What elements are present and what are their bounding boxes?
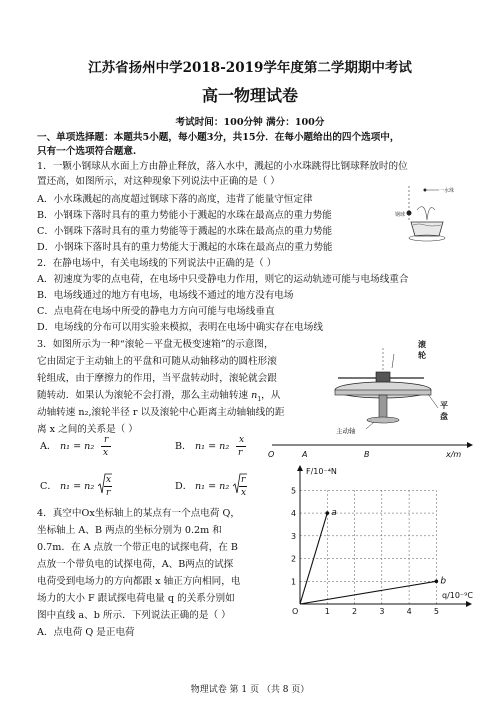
- q3-axle-base: [367, 417, 399, 423]
- q1-stem-line1: 1．一颗小钢球从水面上方由静止释放，落入水中，溅起的小水珠跳得比钢球释放时的位: [37, 161, 408, 172]
- q3-n1-sub: 1: [257, 395, 262, 403]
- q2-stem: 2．在静电场中，有关电场线的下列说法中正确的是（ ）: [37, 258, 277, 269]
- q4-line6: 场力的大小 F 跟试探电荷电量 q 的关系分别如: [37, 593, 235, 604]
- section1-heading-line1: 一、单项选择题：本题共5小题，每小题3分，共15分．在每小题给出的四个选项中，: [37, 132, 400, 143]
- q3-line4-text: 随转动．如果认为滚轮不会打滑，那么主动轴转速: [37, 390, 252, 401]
- y-tick-label-4: 4: [291, 509, 297, 519]
- q1-option-b: B．小钢珠下落时具有的重力势能小于溅起的水珠在最高点的重力势能: [37, 210, 332, 221]
- series-label-a: a: [331, 508, 337, 519]
- x-axis-arrow: [466, 601, 472, 607]
- q3-roller: [376, 372, 390, 383]
- q4-line1: 4．真空中Ox坐标轴上的某点有一个点电荷 Q，: [37, 508, 240, 519]
- q3-option-a-den: x: [103, 448, 109, 458]
- x-tick-label-5: 5: [433, 607, 439, 616]
- q1-option-a: A．小水珠溅起的高度超过钢球下落的高度，违背了能量守恒定律: [37, 194, 313, 205]
- q3-line4-tail: ，从: [261, 390, 281, 401]
- chart-tick-labels: [291, 486, 439, 616]
- q1-stem-line2: 置还高，如图所示，对这种现象下列说法中正确的是（ ）: [37, 176, 280, 187]
- q1-steel-ball: [407, 211, 412, 216]
- q3-line3: 轮组成，由于摩擦力的作用，当平盘转动时，滚轮就会跟: [37, 373, 277, 384]
- q3-option-c-lhs: n₁ = n₂: [60, 481, 95, 492]
- x-tick-label-2: 2: [352, 607, 358, 616]
- q3-disk-label-2: 盘: [440, 412, 448, 421]
- chart-grid: [300, 490, 436, 604]
- series-label-b: b: [440, 576, 447, 587]
- q3-option-d-letter: D．: [175, 481, 193, 492]
- chart-y-axis-label: F/10⁻⁴N: [306, 467, 337, 476]
- q3-option-b-letter: B．: [175, 441, 192, 452]
- series-line-b: [300, 581, 436, 604]
- y-axis-arrow: [297, 465, 303, 471]
- exam-info: 考试时间：100分钟 满分：100分: [175, 117, 325, 128]
- q3-option-b-lhs: n₁ = n₂: [195, 441, 230, 452]
- x-tick-label-1: 1: [324, 607, 330, 616]
- chart-x-axis-label: q/10⁻⁹C: [442, 591, 473, 600]
- q3-axis-leader: [366, 422, 374, 429]
- q3-roller-leader: [392, 354, 394, 368]
- q4-force-charge-chart: [270, 462, 492, 622]
- q3-option-c-den: r: [106, 488, 111, 498]
- x-tick-label-4: 4: [406, 607, 412, 616]
- q3-line5: 动轴转速 n₂,滚轮半径 r 以及滚轮中心距离主动轴轴线的距: [37, 407, 285, 418]
- q3-option-a: [40, 435, 109, 465]
- q3-option-b: [175, 435, 245, 465]
- q4-option-a: A．点电荷 Q 是正电荷: [37, 627, 135, 638]
- q3-option-a-num: r: [104, 435, 109, 445]
- q3-option-d-num: r: [241, 475, 246, 485]
- q3-axis-label: 主动轴: [336, 427, 356, 434]
- q3-disk-leader: [428, 394, 438, 408]
- q4-line4: 点放一个带负电的试探电荷，A、B两点的试探: [37, 559, 234, 570]
- q2-option-d: D．电场线的分布可以用实验来模拟，表明在电场中确实存在电场线: [37, 322, 323, 333]
- q1-option-c: C．小钢珠下落时具有的重力势能等于溅起的水珠在最高点的重力势能: [37, 226, 333, 237]
- q3-line4: [37, 390, 280, 406]
- q4-line3: 0.7m．在 A 点放一个带正电的试探电荷，在 B: [37, 542, 238, 553]
- q3-option-b-num: x: [239, 435, 245, 445]
- q3-drive-axle: [379, 395, 387, 419]
- q4-axis-B: B: [364, 450, 370, 459]
- subject-title: 高一物理试卷: [201, 86, 298, 105]
- page-footer: 物理试卷 第 1 页 （共 8 页）: [190, 685, 310, 695]
- q4-line5: 电荷受到电场力的方向都跟 x 轴正方向相同，电: [37, 576, 241, 587]
- q1-option-d: D．小钢珠下落时具有的重力势能大于溅起的水珠在最高点的重力势能: [37, 242, 333, 253]
- q1-droplet-label: 一水珠: [439, 188, 455, 194]
- q4-axis-O: O: [268, 450, 275, 459]
- q3-option-c-letter: C．: [40, 481, 57, 492]
- q3-disk-label-1: 平: [440, 401, 448, 410]
- q3-n1-var: n: [251, 390, 258, 401]
- q4-axis-A: A: [302, 450, 308, 459]
- q2-option-b: B．电场线通过的地方有电场，电场线不通过的地方没有电场: [37, 290, 294, 301]
- chart-series: [300, 508, 446, 604]
- exam-title: 江苏省扬州中学2018-2019学年度第二学期期中考试: [88, 60, 412, 76]
- q3-option-c: [40, 475, 112, 505]
- series-point-b: [435, 579, 439, 583]
- q3-line6: 离 x 之间的关系是（ ）: [37, 424, 138, 435]
- q3-gearbox-figure: [328, 334, 468, 434]
- x-tick-label-3: 3: [379, 607, 385, 616]
- q1-splash-figure: [395, 180, 495, 250]
- section1-heading-line2: 只有一个选项符合题意.: [37, 146, 137, 157]
- q3-option-b-den: r: [238, 448, 243, 458]
- q4-line7: 图中直线 a、b 所示．下列说法正确的是（ ）: [37, 610, 231, 621]
- y-tick-label-5: 5: [291, 486, 297, 496]
- q3-roller-label-2: 轮: [418, 351, 426, 360]
- q4-axis-unit: x/m: [446, 450, 462, 459]
- q4-line2: 坐标轴上 A、B 两点的坐标分别为 0.2m 和: [37, 525, 222, 536]
- y-tick-label-3: 3: [291, 531, 297, 541]
- y-tick-label-2: 2: [291, 554, 297, 564]
- q1-splash-arcs: [417, 207, 435, 220]
- y-tick-label-1: 1: [291, 577, 297, 587]
- q3-line2: 它由固定于主动轴上的平盘和可随从动轴移动的圆柱形滚: [37, 356, 277, 367]
- series-point-a: [325, 511, 329, 515]
- q3-option-a-lhs: n₁ = n₂: [60, 441, 95, 452]
- q3-option-d: [175, 475, 247, 505]
- q1-ball-label: 钢球: [395, 212, 406, 218]
- q3-disk-rim: [335, 390, 431, 395]
- q3-line1: 3．如图所示为一种“滚轮－平盘无极变速箱”的示意图，: [37, 339, 274, 350]
- q2-option-a: A．初速度为零的点电荷，在电场中只受静电力作用，则它的运动轨迹可能与电场线重合: [37, 274, 409, 285]
- q3-roller-label-1: 滚: [418, 340, 426, 349]
- chart-origin-label: O: [292, 607, 299, 616]
- q3-option-c-num: x: [106, 475, 112, 485]
- q4-x-axis-arrow: [467, 442, 473, 448]
- q3-option-a-letter: A．: [40, 441, 57, 452]
- q3-option-d-lhs: n₁ = n₂: [195, 481, 230, 492]
- q4-x-axis-figure: [262, 440, 482, 460]
- q2-option-c: C．点电荷在电场中所受的静电力方向可能与电场线垂直: [37, 306, 275, 317]
- q1-droplet: [424, 189, 427, 192]
- q3-option-d-den: x: [241, 488, 247, 498]
